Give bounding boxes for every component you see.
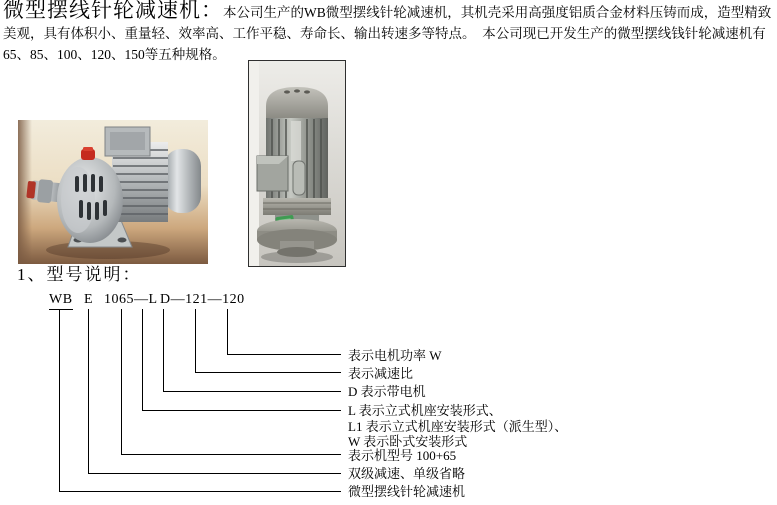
model-label-motor: D 表示带电机	[348, 384, 426, 399]
model-code-size-mount: 1065—L	[104, 292, 158, 307]
product-title: 微型摆线针轮减速机：	[3, 0, 223, 22]
model-label-power: 表示电机功率 W	[348, 348, 442, 363]
model-code-e: E	[84, 292, 94, 307]
model-label-stages: 双级减速、单级省略	[348, 466, 466, 481]
model-label-series: 微型摆线针轮减速机	[348, 484, 466, 499]
model-label-mount-l1: L1 表示立式机座安装形式（派生型）、	[348, 419, 568, 434]
model-label-mount-w: W 表示卧式安装形式	[348, 434, 468, 449]
model-label-ratio: 表示减速比	[348, 366, 414, 381]
model-label-frame-size: 表示机型号 100+65	[348, 448, 457, 463]
model-code-wb: WB	[49, 291, 73, 310]
intro-text: 本公司生产的WB微型摆线针轮减速机，其机壳采用高强度铝质合金材料压铸而成，造型精致美观，具有体积小、重量轻、效率高、工作平稳、寿命长、输出转速多等特点。 本公司现已开发生产的微型摆线钱针轮减速机有65、85、100、120、150等五种规格。	[3, 5, 772, 62]
intro-paragraph	[3, 0, 775, 65]
section-heading: 1、型号说明：	[17, 265, 142, 284]
reducer-horizontal-photo	[18, 120, 208, 264]
motor-vertical-photo	[248, 60, 346, 267]
model-code-motor-ratio-power: D—121—120	[160, 292, 245, 307]
connector-series	[59, 309, 341, 492]
model-label-mount-l: L 表示立式机座安装形式、	[348, 403, 502, 418]
